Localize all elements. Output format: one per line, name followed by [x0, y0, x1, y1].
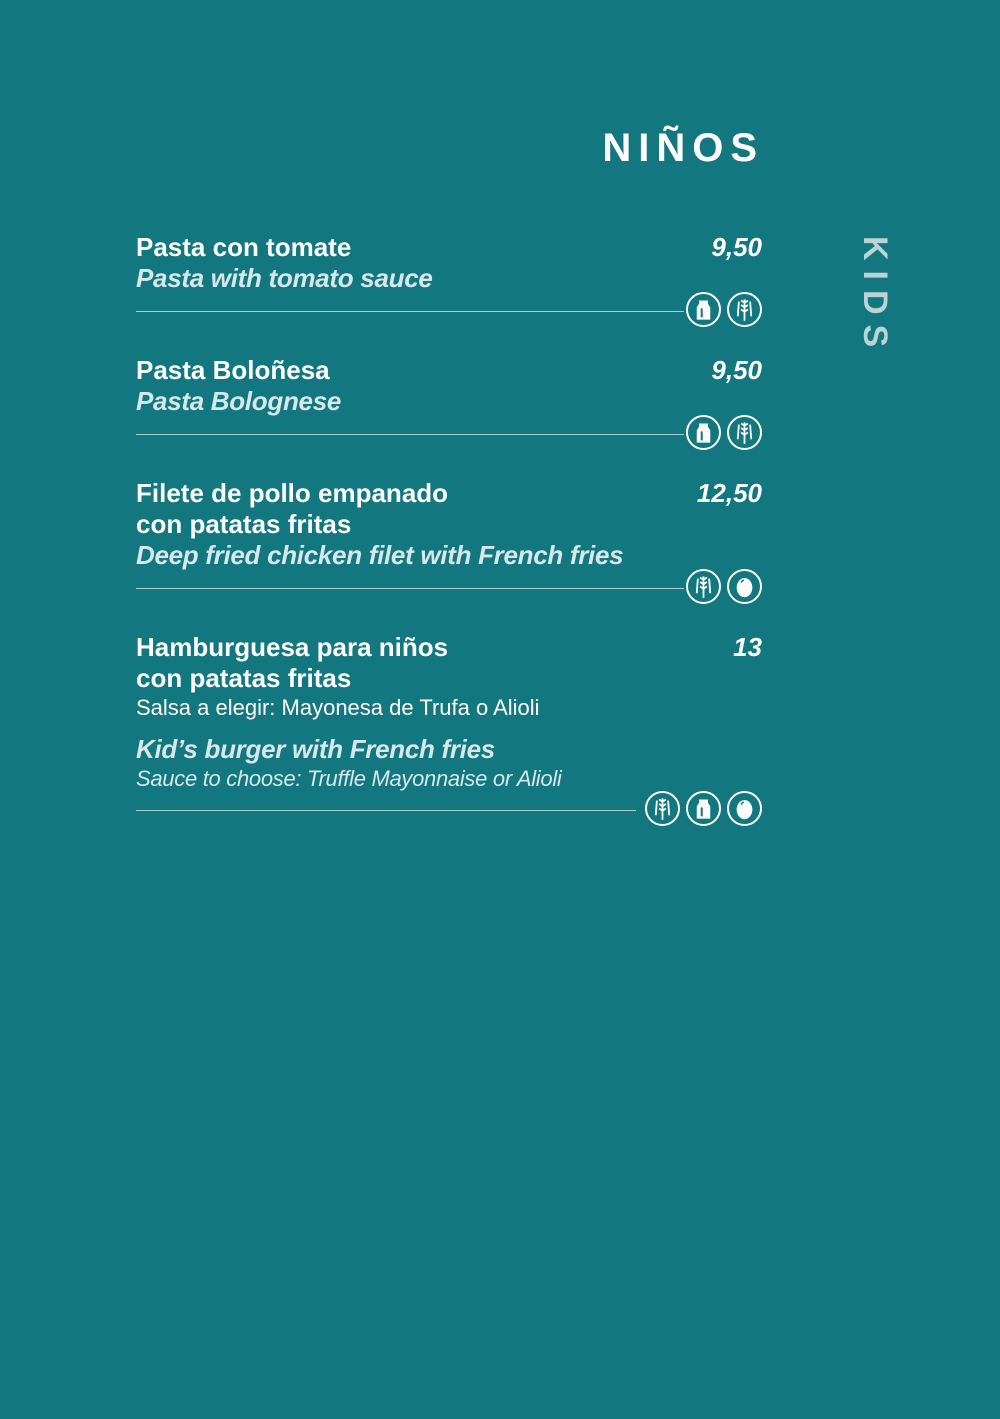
item-name-english: Kid’s burger with French fries	[136, 734, 495, 764]
item-name-line2: con patatas fritas	[136, 663, 352, 693]
item-footer	[136, 292, 762, 330]
egg-icon	[727, 791, 762, 826]
item-name-english: Pasta with tomato sauce	[136, 263, 433, 293]
item-price: 12,50	[696, 478, 762, 508]
item-price: 9,50	[711, 232, 762, 262]
allergen-icons	[686, 569, 762, 604]
allergen-icons	[686, 292, 762, 327]
item-note-english: Sauce to choose: Truffle Mayonnaise or Alioli	[136, 766, 562, 791]
item-name-english: Pasta Bolognese	[136, 386, 342, 416]
milk-icon	[686, 415, 721, 450]
menu-item	[136, 478, 762, 607]
gluten-icon	[727, 292, 762, 327]
egg-icon	[727, 569, 762, 604]
milk-icon	[686, 292, 721, 327]
item-name: Filete de pollo empanado	[136, 478, 449, 508]
item-price: 9,50	[711, 355, 762, 385]
item-name: Hamburguesa para niños	[136, 632, 449, 662]
item-name-english: Deep fried chicken filet with French fries	[136, 540, 624, 570]
side-label-kids: KIDS	[856, 236, 894, 358]
divider	[136, 588, 684, 589]
milk-icon	[686, 791, 721, 826]
item-name-line2: con patatas fritas	[136, 509, 352, 539]
gluten-icon	[645, 791, 680, 826]
gluten-icon	[727, 415, 762, 450]
divider	[136, 311, 684, 312]
divider	[136, 434, 684, 435]
page-title: NIÑOS	[602, 126, 764, 170]
divider	[136, 810, 636, 811]
item-footer	[136, 569, 762, 607]
item-footer	[136, 415, 762, 453]
item-footer	[136, 791, 762, 829]
allergen-icons	[645, 791, 762, 826]
allergen-icons	[686, 415, 762, 450]
gluten-icon	[686, 569, 721, 604]
menu-item	[136, 632, 762, 829]
item-name: Pasta con tomate	[136, 232, 352, 262]
menu-item	[136, 355, 762, 453]
item-price: 13	[733, 632, 762, 662]
menu-item	[136, 232, 762, 330]
item-name: Pasta Boloñesa	[136, 355, 330, 385]
item-note: Salsa a elegir: Mayonesa de Trufa o Alioli	[136, 695, 540, 720]
